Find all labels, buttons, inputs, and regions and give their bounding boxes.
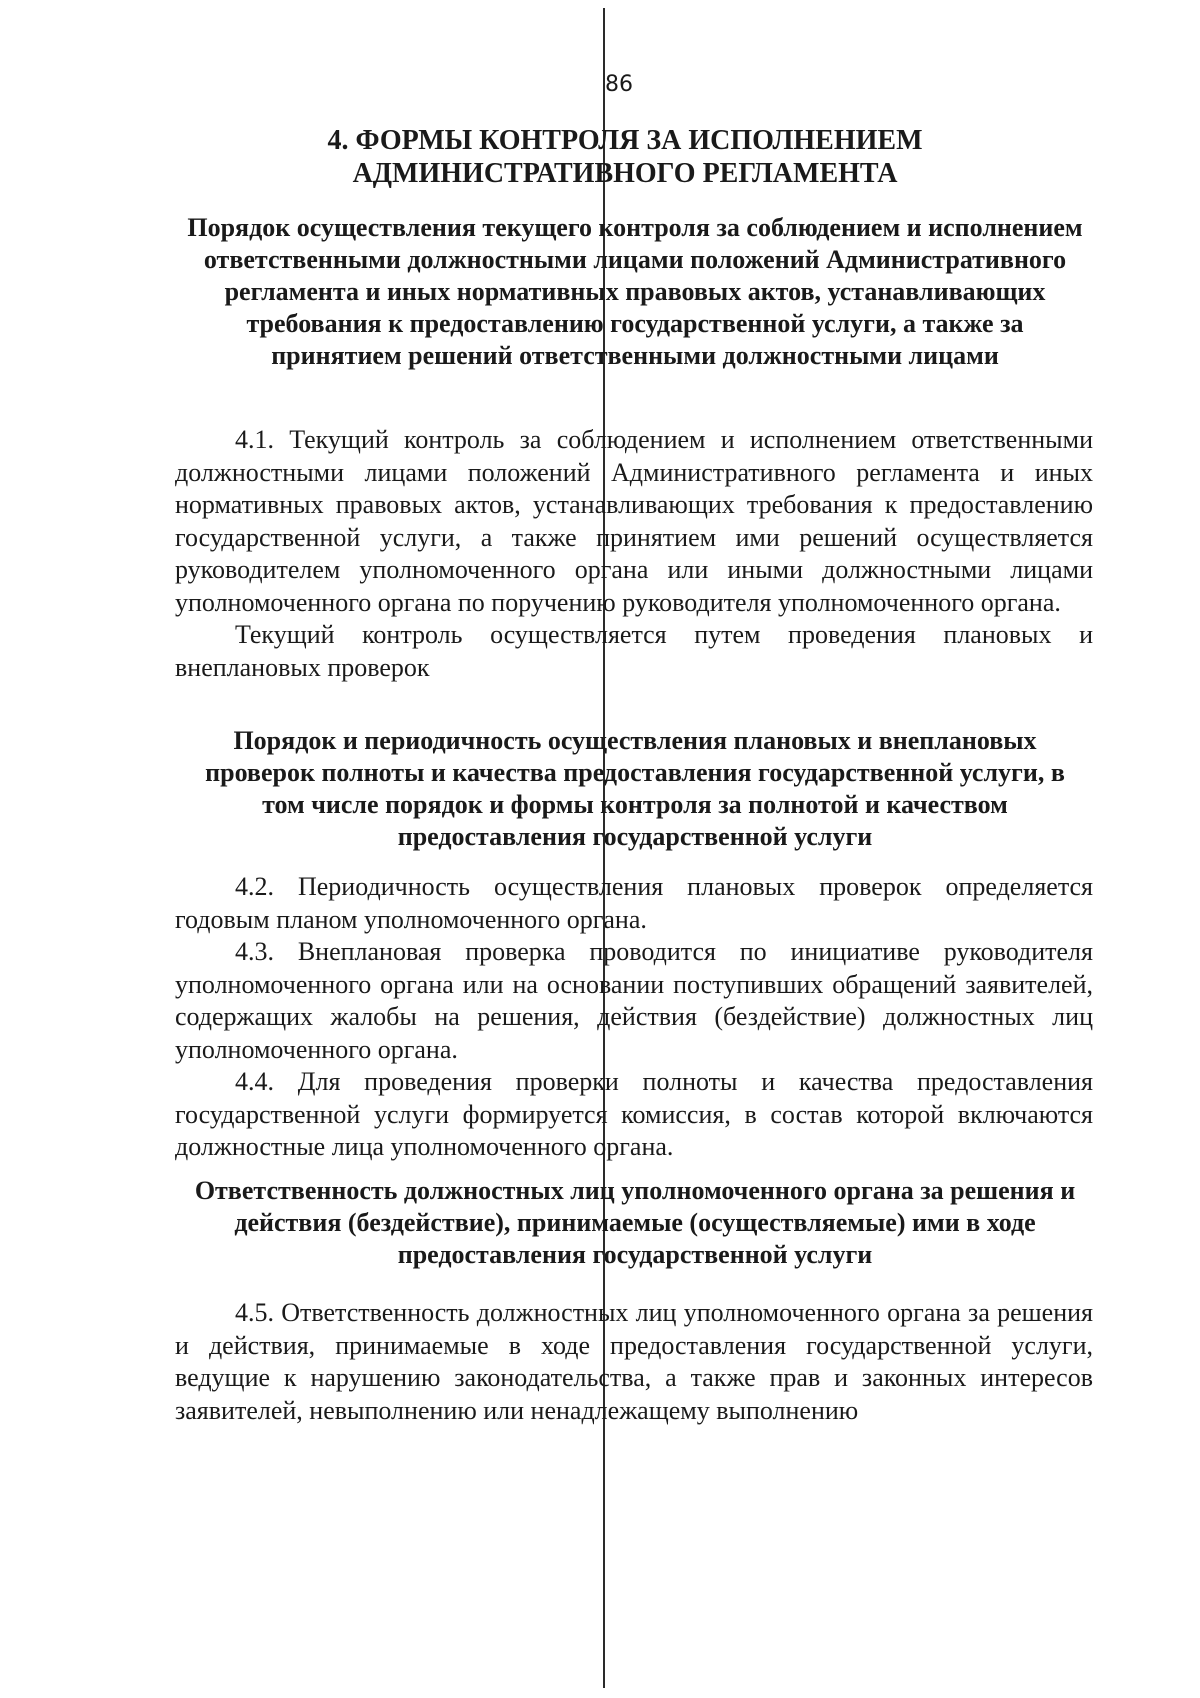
paragraph-4-2: 4.2. Периодичность осуществления плановых проверок определяется годовым планом уполномоченного органа. [175,872,1093,934]
paragraph-4-5: 4.5. Ответственность должностных лиц уполномоченного органа за решения и действия, принимаемые в ходе предоставления государственной услуги, ведущие к нарушению законодательства, а также прав и законных интересов заявителей, невыполнению или ненадлежащему выполнению [175,1298,1093,1425]
chapter-title: 4. ФОРМЫ КОНТРОЛЯ ЗА ИСПОЛНЕНИЕМ АДМИНИСТРАТИВНОГО РЕГЛАМЕНТА [327,125,923,189]
section-1-body [175,424,1093,684]
paragraph-4-3: 4.3. Внеплановая проверка проводится по инициативе руководителя уполномоченного органа или на основании поступивших обращений заявителей, содержащих жалобы на решения, действия (бездействие) должностных лиц уполномоченного органа. [175,937,1093,1064]
page-number: 86 [605,72,633,97]
section-3-heading: Ответственность должностных лиц уполномоченного органа за решения и действия (бездействие), принимаемые (осуществляемые) ими в ходе предоставления государственной услуги [194,1176,1076,1269]
section-1-heading: Порядок осуществления текущего контроля за соблюдением и исполнением ответственными должностными лицами положений Административного регламента и иных нормативных правовых актов, устанавливающих требования к предоставлению государственной услуги, а также за принятием решений ответственными должностными лицами [187,213,1083,370]
paragraph-4-1: 4.1. Текущий контроль за соблюдением и исполнением ответственными должностными лицами положений Административного регламента и иных нормативных правовых актов, устанавливающих требования к предоставлению государственной услуги, а также принятием ими решений осуществляется руководителем уполномоченного органа или иными должностными лицами уполномоченного органа по поручению руководителя уполномоченного органа. [175,425,1093,617]
section-2-body [175,871,1093,1164]
section-3-body [175,1297,1093,1427]
section-2-heading: Порядок и периодичность осуществления плановых и внеплановых проверок полноты и качества предоставления государственной услуги, в том числе порядок и формы контроля за полнотой и качеством предоставления государственной услуги [205,726,1065,851]
paragraph-4-4: 4.4. Для проведения проверки полноты и качества предоставления государственной услуги формируется комиссия, в состав которой включаются должностные лица уполномоченного органа. [175,1067,1093,1161]
paragraph-current-control: Текущий контроль осуществляется путем проведения плановых и внеплановых проверок [175,620,1093,682]
